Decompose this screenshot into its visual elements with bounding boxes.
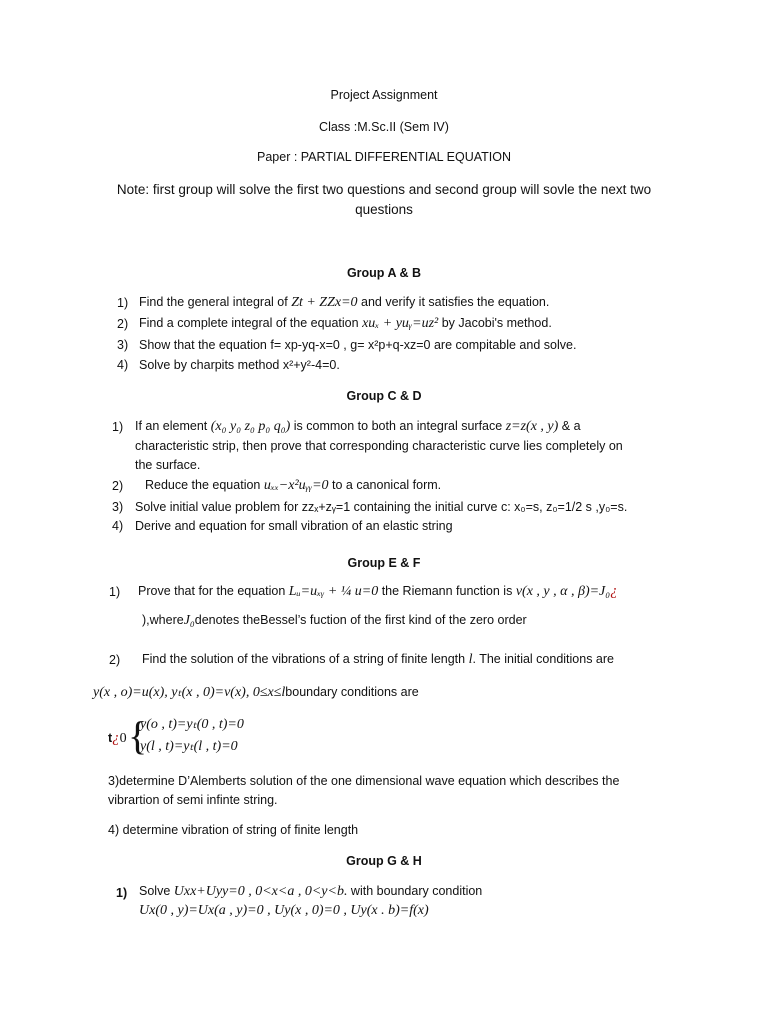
- group-cd-question-1: [135, 419, 581, 435]
- question-text: ),where: [142, 613, 184, 627]
- question-text: boundary conditions are: [285, 685, 419, 699]
- equation: v(x , y , α , β)=J₀: [515, 584, 611, 599]
- equation: J₀: [183, 613, 195, 628]
- group-ab-question-3: Show that the equation f= xp-yq-x=0 , g= x²p+q-xz=0 are compitable and solve.: [139, 338, 577, 352]
- equation: l: [468, 652, 473, 667]
- question-text: Find a complete integral of the equation: [139, 316, 363, 330]
- equation: z=z(x , y): [505, 419, 559, 434]
- question-text: Find the general integral of: [139, 295, 292, 309]
- group-ab-question-4: Solve by charpits method x²+y²-4=0.: [139, 358, 340, 372]
- boundary-condition-2: y(l , t)=yₜ(l , t)=0: [140, 739, 238, 754]
- group-ef-question-2: [142, 652, 614, 668]
- q-number: 2): [117, 317, 129, 331]
- left-brace-icon: {: [128, 713, 148, 758]
- question-text: Prove that for the equation: [138, 584, 289, 598]
- t-label: t: [108, 731, 113, 745]
- question-text: denotes theBessel’s fuction of the first kind of the zero order: [194, 613, 527, 627]
- boundary-label: [108, 730, 127, 747]
- question-text: and verify it satisfies the equation.: [357, 295, 550, 309]
- group-ab-heading: Group A & B: [346, 266, 422, 280]
- equation: xuₓ + yuᵧ=uz²: [362, 316, 439, 331]
- zero: 0: [119, 731, 127, 746]
- q-number: 2): [109, 653, 121, 667]
- group-ef-question-4: 4) determine vibration of string of finite length: [108, 823, 359, 837]
- group-cd-question-2: [145, 478, 441, 494]
- q-number: 1): [112, 420, 124, 434]
- q-number: 1): [109, 585, 121, 599]
- equation: y(x , o)=u(x), yₜ(x , 0)=v(x), 0≤x≤l: [93, 685, 286, 700]
- question-text: Reduce the equation: [145, 478, 264, 492]
- group-cd-question-3: Solve initial value problem for zzₓ+zᵧ=1 containing the initial curve c: x₀=s, z₀=1/2 s ,y₀=s.: [135, 500, 628, 514]
- group-ef-question-2-line-2: [93, 684, 419, 701]
- q-number: 3): [112, 500, 124, 514]
- unknown-glyph: ¿: [112, 730, 120, 746]
- group-ef-question-1: [138, 583, 618, 600]
- question-text: with boundary condition: [347, 884, 483, 898]
- note-line-1: Note: first group will solve the first two questions and second group will sovle the next two: [116, 182, 652, 197]
- q-number: 4): [117, 358, 129, 372]
- question-text: If an element: [135, 419, 211, 433]
- question-text: Find the solution of the vibrations of a string of finite length: [142, 652, 469, 666]
- question-text: & a: [558, 419, 581, 433]
- group-ef-question-1-line-2: [142, 613, 527, 629]
- equation: Uxx+Uyy=0 , 0<x<a , 0<y<b.: [173, 884, 348, 899]
- q-number: 3): [117, 338, 129, 352]
- q-number: 1): [116, 886, 128, 900]
- group-gh-question-1-line-2: Ux(0 , y)=Ux(a , y)=0 , Uy(x , 0)=0 , Uy(x . b)=f(x): [139, 903, 429, 918]
- group-gh-question-1: [139, 884, 482, 900]
- group-ab-question-1: [139, 295, 549, 311]
- q-number: 2): [112, 479, 124, 493]
- group-cd-question-1-line-2: characteristic strip, then prove that corresponding characteristic curve lies completely on: [135, 439, 623, 453]
- group-ef-heading: Group E & F: [347, 556, 421, 570]
- q-number: 4): [112, 519, 124, 533]
- group-ab-question-2: [139, 316, 552, 332]
- question-text: the Riemann function is: [378, 584, 516, 598]
- note-line-2: questions: [355, 202, 413, 217]
- question-text: . The initial conditions are: [472, 652, 615, 666]
- class-line: Class :M.Sc.II (Sem IV): [319, 120, 449, 134]
- equation: uₓₓ−x²uᵧᵧ=0: [263, 478, 329, 493]
- paper-line: Paper : PARTIAL DIFFERENTIAL EQUATION: [257, 150, 511, 164]
- q-number: 1): [117, 296, 129, 310]
- boundary-condition-1: y(o , t)=yₜ(0 , t)=0: [140, 717, 244, 732]
- group-cd-question-1-line-3: the surface.: [135, 458, 201, 472]
- group-ef-question-3-line-1: 3)determine D’Alemberts solution of the one dimensional wave equation which describes the: [108, 774, 620, 788]
- group-cd-heading: Group C & D: [346, 389, 422, 403]
- group-gh-heading: Group G & H: [346, 854, 422, 868]
- group-cd-question-4: Derive and equation for small vibration of an elastic string: [135, 519, 453, 533]
- question-text: is common to both an integral surface: [290, 419, 506, 433]
- unknown-glyph: ¿: [610, 583, 618, 599]
- question-text: by Jacobi's method.: [438, 316, 552, 330]
- equation: Zt + ZZx=0: [291, 295, 358, 310]
- equation: Lᵤ=uₓᵧ + ¼ u=0: [288, 584, 379, 599]
- page-title: Project Assignment: [330, 88, 438, 102]
- group-ef-question-3-line-2: vibrartion of semi infinte string.: [108, 793, 278, 807]
- equation: (x₀ y₀ z₀ p₀ q₀): [210, 419, 291, 434]
- question-text: to a canonical form.: [328, 478, 442, 492]
- question-text: Solve: [139, 884, 174, 898]
